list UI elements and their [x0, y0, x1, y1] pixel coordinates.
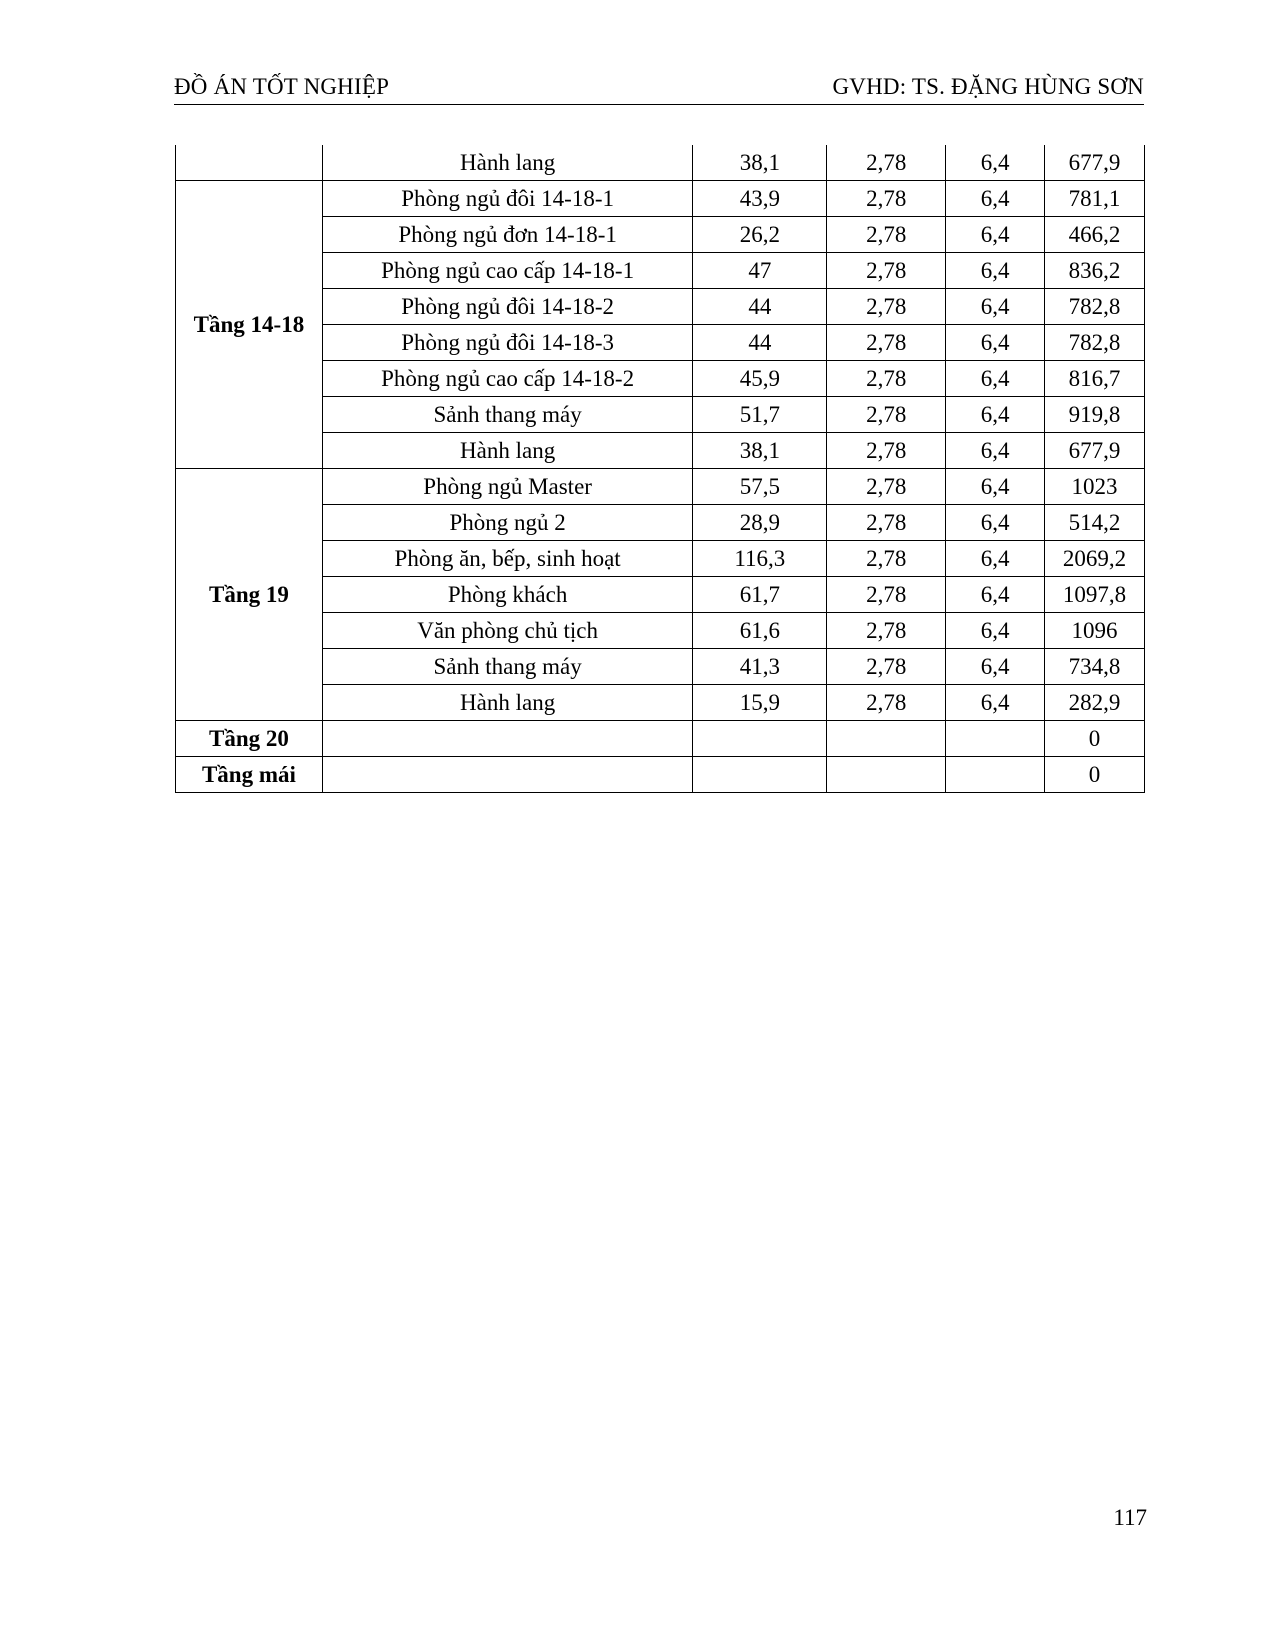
table-row — [176, 721, 1145, 757]
room-name-cell: Phòng ăn, bếp, sinh hoạt — [322, 541, 693, 577]
total-load-cell: 782,8 — [1045, 325, 1145, 361]
area-cell: 15,9 — [693, 685, 827, 721]
room-name-cell: Phòng ngủ cao cấp 14-18-1 — [322, 253, 693, 289]
unit-load-cell: 6,4 — [946, 325, 1045, 361]
unit-load-cell: 6,4 — [946, 469, 1045, 505]
coefficient-cell: 2,78 — [827, 613, 946, 649]
floor-label-cell: Tầng 14-18 — [176, 181, 323, 469]
table-row — [176, 469, 1145, 505]
header-advisor: GVHD: TS. ĐẶNG HÙNG SƠN — [832, 74, 1144, 99]
room-name-cell: Phòng ngủ cao cấp 14-18-2 — [322, 361, 693, 397]
area-cell: 44 — [693, 325, 827, 361]
total-load-cell: 1096 — [1045, 613, 1145, 649]
coefficient-cell: 2,78 — [827, 289, 946, 325]
total-load-cell: 282,9 — [1045, 685, 1145, 721]
coefficient-cell: 2,78 — [827, 433, 946, 469]
room-name-cell: Hành lang — [322, 145, 693, 181]
room-name-cell — [322, 757, 693, 793]
table-row — [176, 757, 1145, 793]
room-name-cell: Phòng ngủ đơn 14-18-1 — [322, 217, 693, 253]
room-name-cell: Phòng khách — [322, 577, 693, 613]
room-name-cell: Phòng ngủ đôi 14-18-3 — [322, 325, 693, 361]
load-table — [175, 145, 1145, 793]
coefficient-cell — [827, 757, 946, 793]
unit-load-cell: 6,4 — [946, 433, 1045, 469]
coefficient-cell: 2,78 — [827, 649, 946, 685]
room-name-cell: Phòng ngủ đôi 14-18-1 — [322, 181, 693, 217]
room-name-cell: Phòng ngủ đôi 14-18-2 — [322, 289, 693, 325]
area-cell — [693, 721, 827, 757]
total-load-cell: 919,8 — [1045, 397, 1145, 433]
coefficient-cell: 2,78 — [827, 217, 946, 253]
area-cell: 28,9 — [693, 505, 827, 541]
coefficient-cell: 2,78 — [827, 469, 946, 505]
total-load-cell: 0 — [1045, 757, 1145, 793]
total-load-cell: 677,9 — [1045, 433, 1145, 469]
coefficient-cell: 2,78 — [827, 145, 946, 181]
unit-load-cell — [946, 721, 1045, 757]
room-name-cell: Hành lang — [322, 433, 693, 469]
table-row — [176, 145, 1145, 181]
coefficient-cell: 2,78 — [827, 505, 946, 541]
area-cell: 38,1 — [693, 433, 827, 469]
area-cell: 26,2 — [693, 217, 827, 253]
total-load-cell: 514,2 — [1045, 505, 1145, 541]
page-header — [174, 70, 1144, 105]
unit-load-cell: 6,4 — [946, 145, 1045, 181]
unit-load-cell: 6,4 — [946, 541, 1045, 577]
coefficient-cell: 2,78 — [827, 325, 946, 361]
area-cell: 41,3 — [693, 649, 827, 685]
floor-label-cell: Tầng mái — [176, 757, 323, 793]
room-name-cell — [322, 721, 693, 757]
header-title: ĐỒ ÁN TỐT NGHIỆP — [174, 74, 390, 99]
total-load-cell: 816,7 — [1045, 361, 1145, 397]
room-name-cell: Sảnh thang máy — [322, 649, 693, 685]
unit-load-cell: 6,4 — [946, 361, 1045, 397]
coefficient-cell: 2,78 — [827, 577, 946, 613]
total-load-cell: 677,9 — [1045, 145, 1145, 181]
area-cell: 44 — [693, 289, 827, 325]
coefficient-cell: 2,78 — [827, 361, 946, 397]
total-load-cell: 781,1 — [1045, 181, 1145, 217]
area-cell: 57,5 — [693, 469, 827, 505]
floor-label-cell — [176, 145, 323, 181]
room-name-cell: Phòng ngủ 2 — [322, 505, 693, 541]
total-load-cell: 0 — [1045, 721, 1145, 757]
room-name-cell: Phòng ngủ Master — [322, 469, 693, 505]
room-name-cell: Hành lang — [322, 685, 693, 721]
unit-load-cell — [946, 757, 1045, 793]
page-number: 117 — [1113, 1505, 1147, 1530]
unit-load-cell: 6,4 — [946, 253, 1045, 289]
unit-load-cell: 6,4 — [946, 577, 1045, 613]
area-cell: 51,7 — [693, 397, 827, 433]
unit-load-cell: 6,4 — [946, 181, 1045, 217]
load-table-body — [176, 145, 1145, 793]
total-load-cell: 734,8 — [1045, 649, 1145, 685]
coefficient-cell — [827, 721, 946, 757]
unit-load-cell: 6,4 — [946, 505, 1045, 541]
coefficient-cell: 2,78 — [827, 685, 946, 721]
coefficient-cell: 2,78 — [827, 541, 946, 577]
coefficient-cell: 2,78 — [827, 253, 946, 289]
unit-load-cell: 6,4 — [946, 685, 1045, 721]
room-name-cell: Văn phòng chủ tịch — [322, 613, 693, 649]
area-cell: 43,9 — [693, 181, 827, 217]
area-cell: 61,6 — [693, 613, 827, 649]
total-load-cell: 782,8 — [1045, 289, 1145, 325]
total-load-cell: 1023 — [1045, 469, 1145, 505]
coefficient-cell: 2,78 — [827, 397, 946, 433]
area-cell: 61,7 — [693, 577, 827, 613]
unit-load-cell: 6,4 — [946, 613, 1045, 649]
area-cell: 38,1 — [693, 145, 827, 181]
area-cell: 47 — [693, 253, 827, 289]
unit-load-cell: 6,4 — [946, 289, 1045, 325]
unit-load-cell: 6,4 — [946, 217, 1045, 253]
floor-label-cell: Tầng 19 — [176, 469, 323, 721]
unit-load-cell: 6,4 — [946, 649, 1045, 685]
total-load-cell: 836,2 — [1045, 253, 1145, 289]
total-load-cell: 2069,2 — [1045, 541, 1145, 577]
area-cell — [693, 757, 827, 793]
coefficient-cell: 2,78 — [827, 181, 946, 217]
total-load-cell: 1097,8 — [1045, 577, 1145, 613]
room-name-cell: Sảnh thang máy — [322, 397, 693, 433]
table-row — [176, 181, 1145, 217]
unit-load-cell: 6,4 — [946, 397, 1045, 433]
area-cell: 116,3 — [693, 541, 827, 577]
total-load-cell: 466,2 — [1045, 217, 1145, 253]
area-cell: 45,9 — [693, 361, 827, 397]
floor-label-cell: Tầng 20 — [176, 721, 323, 757]
